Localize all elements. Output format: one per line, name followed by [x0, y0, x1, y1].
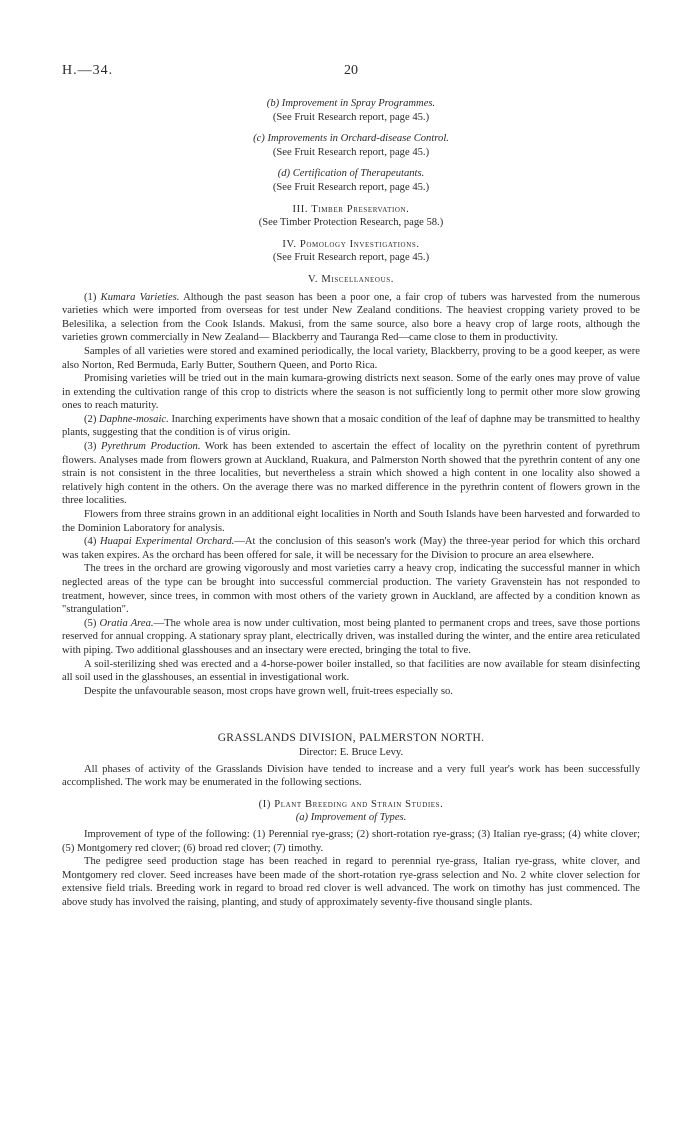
huapai-heading: Huapai Experimental Orchard. — [99, 536, 235, 548]
soil-shed-paragraph: A soil-sterilizing shed was erected and a 4-horse-power boiler installed, so that facilities are now available for steam disinfecting all soil used in the glasshouses, an essential in investigational work. — [62, 658, 640, 684]
section-v-title: V. Miscellaneous. — [308, 273, 394, 285]
kumara-trials-paragraph: Promising varieties will be tried out in the main kumara-growing districts next season. Some of the early ones may prove of value in extending the cultivation range of this crop to districts where the season is not sufficiently long to permit other more slow growing ones to reach maturity. — [62, 373, 640, 412]
report-reference: H.—34. — [62, 63, 114, 78]
daphne-paragraph: (2) Daphne-mosaic. Inarching experiments have shown that a mosaic condition of the leaf of daphne may be transmitted to healthy plants, suggesting that the condition is of virus origin. — [62, 413, 640, 439]
section-iv-reference: (See Fruit Research report, page 45.) — [272, 252, 430, 264]
kumara-paragraph: (1) Kumara Varieties. Although the past season has been a poor one, a fair crop of tubers was harvested from the numerous varieties which were imported from overseas for test under New Zealand conditions. The heaviest cropping variety proved to be Belesilika, a selection from the Cook Islands. Makusi, from the same source, also bore a heavy crop of large roots, although the varieties grown commercially in New Zealand— Blackberry and Tauranga Red—came close to them in productivity. — [62, 291, 640, 344]
section-iv-title: IV. Pomology Investigations. — [282, 238, 420, 250]
section-c-title: (c) Improvements in Orchard-disease Control. — [253, 133, 449, 145]
daphne-heading: Daphne-mosaic. — [99, 413, 169, 425]
grasslands-division-title: GRASSLANDS DIVISION, PALMERSTON NORTH. — [217, 732, 485, 745]
huapai-trees-paragraph: The trees in the orchard are growing vigorously and most varieties carry a heavy crop, indicating the successful manner in which neglected areas of the type can be brought into successful commercial production. The variety Gravenstein has not responded to treatment, however, since trees, in common with most others of the variety grown in Auckland, are affected by a condition known as "strangulation". — [62, 563, 640, 616]
oratia-paragraph: (5) Oratia Area.—The whole area is now under cultivation, most being planted to permanent crops and trees, save those portions reserved for annual cropping. A stationary spray plant, electrically driven, was installed during the winter, and the entire area reticulated with piping. Two additional glasshouses and an insectary were erected, bringing the total to five. — [62, 617, 640, 656]
improvement-of-types-title: (a) Improvement of Types. — [295, 812, 407, 824]
grasslands-director: Director: E. Bruce Levy. — [298, 746, 404, 758]
pedigree-seed-paragraph: The pedigree seed production stage has been reached in regard to perennial rye-grass, Italian rye-grass, white clover, and Montgomery red clover. Seed increases have been made of the short-rotation rye-grass selection and No. 2 white clover selection for extensive field trials. Breeding work in regard to broad red clover is well advanced. The work on timothy has just commenced. The above study has involved the raising, planting, and study of approximately seventy-five thousand single plants. — [62, 856, 640, 908]
page-body — [62, 97, 640, 909]
kumara-heading: Kumara Varieties. — [100, 291, 180, 303]
section-c-reference: (See Fruit Research report, page 45.) — [272, 146, 430, 158]
section-b-title: (b) Improvement in Spray Programmes. — [266, 98, 436, 109]
page-number: 20 — [344, 63, 358, 78]
section-iii-title: III. Timber Preservation. — [292, 203, 410, 215]
huapai-paragraph: (4) Huapai Experimental Orchard.—At the conclusion of this season's work (May) the three-year period for which this orchard was taken expires. As the orchard has been offered for sale, it will be necessary for the Division to procure an area elsewhere. — [62, 536, 640, 561]
section-d-title: (d) Certification of Therapeutants. — [277, 168, 425, 180]
types-paragraph: Improvement of type of the following: (1) Perennial rye-grass; (2) short-rotation rye-grass; (3) Italian rye-grass; (4) white clover; (5) Montgomery red clover; (6) broad red clover; (7) timothy. — [62, 828, 640, 854]
section-iii-reference: (See Timber Protection Research, page 58.) — [258, 217, 444, 229]
section-d-reference: (See Fruit Research report, page 45.) — [272, 181, 430, 193]
season-paragraph: Despite the unfavourable season, most crops have grown well, fruit-trees especially so. — [84, 685, 453, 697]
pyrethrum-strains-paragraph: Flowers from three strains grown in an additional eight localities in North and South Islands have been harvested and forwarded to the Dominion Laboratory for analysis. — [62, 509, 640, 534]
section-b-reference: (See Fruit Research report, page 45.) — [272, 111, 430, 123]
pyrethrum-paragraph: (3) Pyrethrum Production. Work has been extended to ascertain the effect of locality on the pyrethrin content of pyrethrum flowers. Analyses made from flowers grown at Auckland, Ruakura, and Palmerston North showed that the pyrethrin content of any one strain is not consistent in the three localities, but nevertheless a strain which showed a high content in one locality also showed a relatively high content in the others. On the average there was no marked difference in the pyrethrin content of flowers grown in the three localities. — [62, 441, 640, 507]
kumara-storage-paragraph: Samples of all varieties were stored and examined periodically, the local variety, Blackberry, proving to be a good keeper, as were also Norton, Red Bermuda, Early Butter, Southern Queen, and Porto Rica. — [62, 345, 640, 371]
plant-breeding-title: (I) Plant Breeding and Strain Studies. — [258, 798, 444, 810]
grasslands-intro-paragraph: All phases of activity of the Grasslands Division have tended to increase and a very full year's work has been successfully accomplished. The work may be enumerated in the following sections. — [62, 763, 640, 789]
oratia-heading: Oratia Area. — [99, 617, 154, 629]
pyrethrum-heading: Pyrethrum Production. — [101, 441, 201, 453]
